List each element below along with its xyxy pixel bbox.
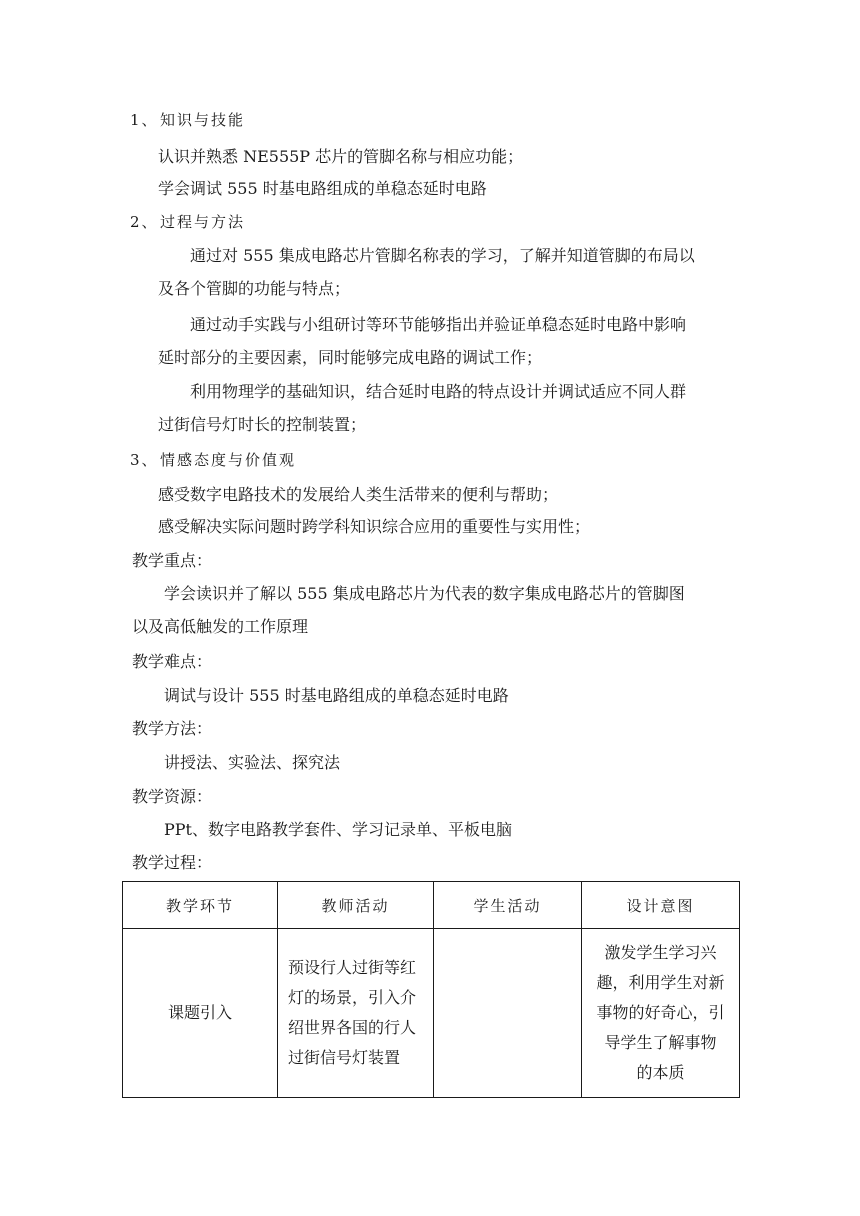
cell-design-intent bbox=[582, 929, 740, 1098]
section1-number: 1、 bbox=[130, 111, 159, 129]
section2-line-4: 延时部分的主要因素，同时能够完成电路的调试工作； bbox=[158, 348, 543, 367]
section1-heading bbox=[130, 108, 245, 132]
difficulty-line-1: 调试与设计 555 时基电路组成的单稳态延时电路 bbox=[164, 686, 509, 705]
focus-line-2: 以及高低触发的工作原理 bbox=[132, 617, 309, 636]
section1-line-2: 学会调试 555 时基电路组成的单稳态延时电路 bbox=[158, 179, 487, 198]
header-student-activity: 学生活动 bbox=[434, 882, 582, 929]
section2-line-2: 及各个管脚的功能与特点； bbox=[158, 279, 351, 298]
resources-heading: 教学资源： bbox=[132, 787, 213, 806]
section3-line-2: 感受解决实际问题时跨学科知识综合应用的重要性与实用性； bbox=[158, 517, 591, 536]
section3-number: 3、 bbox=[130, 451, 159, 469]
section3-title: 情感态度与价值观 bbox=[160, 451, 297, 469]
lesson-plan-table bbox=[122, 881, 740, 1098]
section2-number: 2、 bbox=[130, 213, 159, 231]
header-stage: 教学环节 bbox=[123, 882, 278, 929]
header-design-intent: 设计意图 bbox=[582, 882, 740, 929]
process-heading: 教学过程： bbox=[132, 853, 213, 872]
cell-stage bbox=[123, 929, 278, 1098]
cell-student-activity bbox=[434, 929, 582, 1098]
focus-heading: 教学重点： bbox=[132, 551, 213, 570]
section1-title: 知识与技能 bbox=[160, 111, 246, 129]
stage-text: 课题引入 bbox=[167, 1003, 232, 1022]
section3-line-1: 感受数字电路技术的发展给人类生活带来的便利与帮助； bbox=[158, 485, 559, 504]
section2-line-6: 过街信号灯时长的控制装置； bbox=[158, 415, 367, 434]
header-teacher-activity: 教师活动 bbox=[278, 882, 434, 929]
section2-heading bbox=[130, 210, 245, 234]
resources-line-1: PPt、数字电路教学套件、学习记录单、平板电脑 bbox=[164, 820, 512, 839]
table-row bbox=[123, 929, 740, 1098]
section2-line-5: 利用物理学的基础知识，结合延时电路的特点设计并调试适应不同人群 bbox=[190, 382, 687, 401]
section1-line-1: 认识并熟悉 NE555P 芯片的管脚名称与相应功能； bbox=[158, 147, 524, 166]
section2-title: 过程与方法 bbox=[160, 213, 246, 231]
design-intent-text: 激发学生学习兴 趣，利用学生对新 事物的好奇心，引 导学生了解事物 的本质 bbox=[596, 943, 725, 1082]
teacher-activity-text: 预设行人过街等红 灯的场景，引入介 绍世界各国的行人 过街信号灯装置 bbox=[288, 958, 417, 1067]
methods-heading: 教学方法： bbox=[132, 719, 213, 738]
difficulty-heading: 教学难点： bbox=[132, 652, 213, 671]
methods-line-1: 讲授法、实验法、探究法 bbox=[164, 753, 341, 772]
focus-line-1: 学会读识并了解以 555 集成电路芯片为代表的数字集成电路芯片的管脚图 bbox=[164, 584, 685, 603]
section2-line-3: 通过动手实践与小组研讨等环节能够指出并验证单稳态延时电路中影响 bbox=[190, 315, 687, 334]
section2-line-1: 通过对 555 集成电路芯片管脚名称表的学习，了解并知道管脚的布局以 bbox=[190, 246, 695, 265]
section3-heading bbox=[130, 448, 296, 472]
student-activity-text bbox=[434, 1007, 581, 1019]
cell-teacher-activity bbox=[278, 929, 434, 1098]
table-header-row bbox=[123, 882, 740, 929]
